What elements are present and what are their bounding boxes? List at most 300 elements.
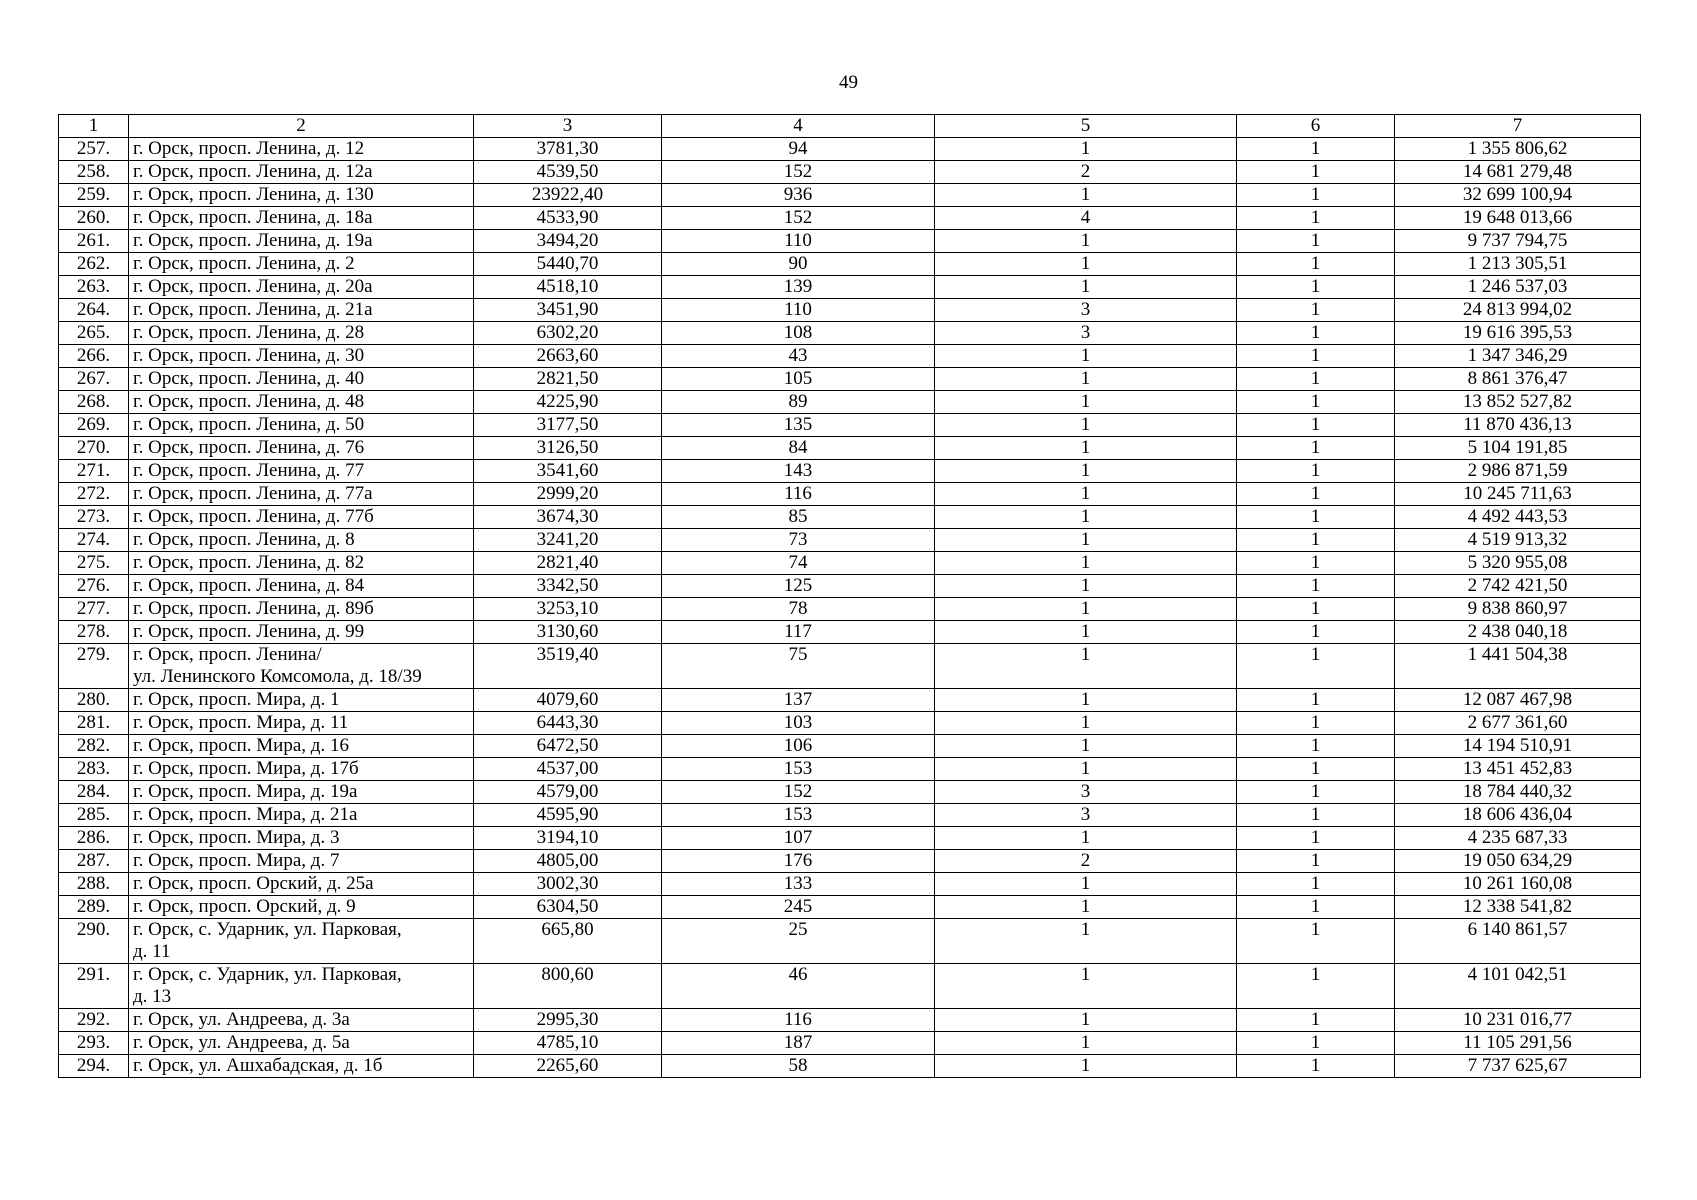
amount-cell: 8 861 376,47 bbox=[1395, 368, 1641, 391]
table-row bbox=[59, 552, 1641, 575]
col4-cell: 106 bbox=[662, 735, 935, 758]
amount-cell: 13 852 527,82 bbox=[1395, 391, 1641, 414]
col6-cell: 1 bbox=[1237, 322, 1395, 345]
column-header: 3 bbox=[474, 115, 662, 138]
col4-cell: 187 bbox=[662, 1032, 935, 1055]
data-table bbox=[58, 114, 1641, 1078]
amount-cell: 9 838 860,97 bbox=[1395, 598, 1641, 621]
col4-cell: 176 bbox=[662, 850, 935, 873]
row-number-cell: 274. bbox=[59, 529, 129, 552]
col4-cell: 78 bbox=[662, 598, 935, 621]
row-number-cell: 265. bbox=[59, 322, 129, 345]
table-row bbox=[59, 299, 1641, 322]
col5-cell: 1 bbox=[935, 689, 1237, 712]
row-number-cell: 266. bbox=[59, 345, 129, 368]
amount-cell: 2 438 040,18 bbox=[1395, 621, 1641, 644]
col6-cell: 1 bbox=[1237, 1009, 1395, 1032]
col4-cell: 46 bbox=[662, 964, 935, 1009]
col5-cell: 1 bbox=[935, 964, 1237, 1009]
col5-cell: 3 bbox=[935, 781, 1237, 804]
row-number-cell: 288. bbox=[59, 873, 129, 896]
area-cell: 4533,90 bbox=[474, 207, 662, 230]
table-row bbox=[59, 1055, 1641, 1078]
row-number-cell: 294. bbox=[59, 1055, 129, 1078]
amount-cell: 18 606 436,04 bbox=[1395, 804, 1641, 827]
table-row bbox=[59, 391, 1641, 414]
address-cell: г. Орск, просп. Ленина, д. 82 bbox=[129, 552, 474, 575]
table-row bbox=[59, 758, 1641, 781]
amount-cell: 24 813 994,02 bbox=[1395, 299, 1641, 322]
row-number-cell: 261. bbox=[59, 230, 129, 253]
address-cell: г. Орск, просп. Ленина, д. 77 bbox=[129, 460, 474, 483]
col6-cell: 1 bbox=[1237, 207, 1395, 230]
amount-cell: 19 050 634,29 bbox=[1395, 850, 1641, 873]
row-number-cell: 267. bbox=[59, 368, 129, 391]
col6-cell: 1 bbox=[1237, 758, 1395, 781]
col5-cell: 1 bbox=[935, 276, 1237, 299]
area-cell: 4805,00 bbox=[474, 850, 662, 873]
amount-cell: 1 355 806,62 bbox=[1395, 138, 1641, 161]
col5-cell: 1 bbox=[935, 391, 1237, 414]
col6-cell: 1 bbox=[1237, 437, 1395, 460]
table-row bbox=[59, 827, 1641, 850]
col5-cell: 1 bbox=[935, 552, 1237, 575]
col5-cell: 1 bbox=[935, 735, 1237, 758]
address-cell: г. Орск, просп. Ленина/ ул. Ленинского Комсомола, д. 18/39 bbox=[129, 644, 474, 689]
area-cell: 6304,50 bbox=[474, 896, 662, 919]
col6-cell: 1 bbox=[1237, 781, 1395, 804]
area-cell: 3002,30 bbox=[474, 873, 662, 896]
col5-cell: 3 bbox=[935, 804, 1237, 827]
col4-cell: 116 bbox=[662, 1009, 935, 1032]
col6-cell: 1 bbox=[1237, 368, 1395, 391]
area-cell: 3519,40 bbox=[474, 644, 662, 689]
amount-cell: 6 140 861,57 bbox=[1395, 919, 1641, 964]
amount-cell: 19 648 013,66 bbox=[1395, 207, 1641, 230]
col5-cell: 1 bbox=[935, 506, 1237, 529]
row-number-cell: 269. bbox=[59, 414, 129, 437]
table-row bbox=[59, 253, 1641, 276]
table-row bbox=[59, 644, 1641, 689]
col5-cell: 1 bbox=[935, 414, 1237, 437]
col6-cell: 1 bbox=[1237, 230, 1395, 253]
area-cell: 3253,10 bbox=[474, 598, 662, 621]
header-row bbox=[59, 115, 1641, 138]
amount-cell: 7 737 625,67 bbox=[1395, 1055, 1641, 1078]
col4-cell: 117 bbox=[662, 621, 935, 644]
row-number-cell: 293. bbox=[59, 1032, 129, 1055]
table-row bbox=[59, 689, 1641, 712]
col4-cell: 90 bbox=[662, 253, 935, 276]
col4-cell: 94 bbox=[662, 138, 935, 161]
row-number-cell: 292. bbox=[59, 1009, 129, 1032]
amount-cell: 12 338 541,82 bbox=[1395, 896, 1641, 919]
amount-cell: 10 245 711,63 bbox=[1395, 483, 1641, 506]
col4-cell: 75 bbox=[662, 644, 935, 689]
col6-cell: 1 bbox=[1237, 345, 1395, 368]
area-cell: 6472,50 bbox=[474, 735, 662, 758]
table-row bbox=[59, 138, 1641, 161]
col6-cell: 1 bbox=[1237, 460, 1395, 483]
address-cell: г. Орск, просп. Мира, д. 21а bbox=[129, 804, 474, 827]
col6-cell: 1 bbox=[1237, 1032, 1395, 1055]
amount-cell: 4 519 913,32 bbox=[1395, 529, 1641, 552]
row-number-cell: 258. bbox=[59, 161, 129, 184]
column-header: 5 bbox=[935, 115, 1237, 138]
column-header: 1 bbox=[59, 115, 129, 138]
area-cell: 6302,20 bbox=[474, 322, 662, 345]
column-header: 6 bbox=[1237, 115, 1395, 138]
col6-cell: 1 bbox=[1237, 712, 1395, 735]
col4-cell: 58 bbox=[662, 1055, 935, 1078]
col6-cell: 1 bbox=[1237, 735, 1395, 758]
amount-cell: 14 194 510,91 bbox=[1395, 735, 1641, 758]
table-row bbox=[59, 368, 1641, 391]
col6-cell: 1 bbox=[1237, 896, 1395, 919]
col5-cell: 1 bbox=[935, 184, 1237, 207]
table-row bbox=[59, 460, 1641, 483]
address-cell: г. Орск, просп. Ленина, д. 50 bbox=[129, 414, 474, 437]
area-cell: 4537,00 bbox=[474, 758, 662, 781]
row-number-cell: 287. bbox=[59, 850, 129, 873]
table-row bbox=[59, 184, 1641, 207]
row-number-cell: 284. bbox=[59, 781, 129, 804]
col4-cell: 152 bbox=[662, 161, 935, 184]
area-cell: 3494,20 bbox=[474, 230, 662, 253]
address-cell: г. Орск, ул. Андреева, д. 3а bbox=[129, 1009, 474, 1032]
table-row bbox=[59, 1009, 1641, 1032]
address-cell: г. Орск, просп. Ленина, д. 77б bbox=[129, 506, 474, 529]
address-cell: г. Орск, просп. Мира, д. 11 bbox=[129, 712, 474, 735]
area-cell: 665,80 bbox=[474, 919, 662, 964]
col6-cell: 1 bbox=[1237, 689, 1395, 712]
col5-cell: 1 bbox=[935, 758, 1237, 781]
address-cell: г. Орск, просп. Ленина, д. 19а bbox=[129, 230, 474, 253]
address-cell: г. Орск, просп. Ленина, д. 2 bbox=[129, 253, 474, 276]
col5-cell: 1 bbox=[935, 575, 1237, 598]
address-cell: г. Орск, просп. Ленина, д. 8 bbox=[129, 529, 474, 552]
area-cell: 4225,90 bbox=[474, 391, 662, 414]
area-cell: 2995,30 bbox=[474, 1009, 662, 1032]
amount-cell: 4 101 042,51 bbox=[1395, 964, 1641, 1009]
col4-cell: 89 bbox=[662, 391, 935, 414]
col4-cell: 84 bbox=[662, 437, 935, 460]
amount-cell: 4 492 443,53 bbox=[1395, 506, 1641, 529]
col5-cell: 3 bbox=[935, 322, 1237, 345]
row-number-cell: 289. bbox=[59, 896, 129, 919]
area-cell: 3130,60 bbox=[474, 621, 662, 644]
col6-cell: 1 bbox=[1237, 552, 1395, 575]
col5-cell: 1 bbox=[935, 896, 1237, 919]
address-cell: г. Орск, просп. Орский, д. 9 bbox=[129, 896, 474, 919]
address-cell: г. Орск, просп. Ленина, д. 48 bbox=[129, 391, 474, 414]
row-number-cell: 285. bbox=[59, 804, 129, 827]
address-cell: г. Орск, просп. Мира, д. 1 bbox=[129, 689, 474, 712]
row-number-cell: 263. bbox=[59, 276, 129, 299]
area-cell: 3241,20 bbox=[474, 529, 662, 552]
col4-cell: 108 bbox=[662, 322, 935, 345]
col4-cell: 107 bbox=[662, 827, 935, 850]
col5-cell: 1 bbox=[935, 712, 1237, 735]
col5-cell: 1 bbox=[935, 644, 1237, 689]
col4-cell: 137 bbox=[662, 689, 935, 712]
address-cell: г. Орск, просп. Мира, д. 19а bbox=[129, 781, 474, 804]
amount-cell: 18 784 440,32 bbox=[1395, 781, 1641, 804]
address-cell: г. Орск, просп. Ленина, д. 40 bbox=[129, 368, 474, 391]
row-number-cell: 280. bbox=[59, 689, 129, 712]
table-row bbox=[59, 896, 1641, 919]
col5-cell: 1 bbox=[935, 1009, 1237, 1032]
col5-cell: 1 bbox=[935, 460, 1237, 483]
address-cell: г. Орск, просп. Ленина, д. 84 bbox=[129, 575, 474, 598]
col5-cell: 1 bbox=[935, 230, 1237, 253]
table-row bbox=[59, 575, 1641, 598]
amount-cell: 1 213 305,51 bbox=[1395, 253, 1641, 276]
col6-cell: 1 bbox=[1237, 575, 1395, 598]
row-number-cell: 282. bbox=[59, 735, 129, 758]
col6-cell: 1 bbox=[1237, 850, 1395, 873]
table-row bbox=[59, 804, 1641, 827]
column-header: 2 bbox=[129, 115, 474, 138]
col5-cell: 2 bbox=[935, 161, 1237, 184]
area-cell: 2821,50 bbox=[474, 368, 662, 391]
row-number-cell: 270. bbox=[59, 437, 129, 460]
row-number-cell: 268. bbox=[59, 391, 129, 414]
table-row bbox=[59, 850, 1641, 873]
address-cell: г. Орск, просп. Мира, д. 17б bbox=[129, 758, 474, 781]
address-cell: г. Орск, просп. Мира, д. 7 bbox=[129, 850, 474, 873]
col4-cell: 73 bbox=[662, 529, 935, 552]
area-cell: 3541,60 bbox=[474, 460, 662, 483]
area-cell: 3177,50 bbox=[474, 414, 662, 437]
col5-cell: 4 bbox=[935, 207, 1237, 230]
amount-cell: 12 087 467,98 bbox=[1395, 689, 1641, 712]
table-row bbox=[59, 414, 1641, 437]
row-number-cell: 257. bbox=[59, 138, 129, 161]
area-cell: 2663,60 bbox=[474, 345, 662, 368]
table-row bbox=[59, 735, 1641, 758]
table-row bbox=[59, 230, 1641, 253]
col5-cell: 1 bbox=[935, 138, 1237, 161]
address-cell: г. Орск, просп. Ленина, д. 77а bbox=[129, 483, 474, 506]
col4-cell: 125 bbox=[662, 575, 935, 598]
col4-cell: 110 bbox=[662, 230, 935, 253]
table-body bbox=[59, 138, 1641, 1078]
address-cell: г. Орск, просп. Ленина, д. 30 bbox=[129, 345, 474, 368]
table-row bbox=[59, 322, 1641, 345]
address-cell: г. Орск, просп. Мира, д. 3 bbox=[129, 827, 474, 850]
amount-cell: 2 677 361,60 bbox=[1395, 712, 1641, 735]
area-cell: 4518,10 bbox=[474, 276, 662, 299]
col5-cell: 1 bbox=[935, 529, 1237, 552]
row-number-cell: 276. bbox=[59, 575, 129, 598]
address-cell: г. Орск, просп. Ленина, д. 20а bbox=[129, 276, 474, 299]
area-cell: 4579,00 bbox=[474, 781, 662, 804]
area-cell: 2999,20 bbox=[474, 483, 662, 506]
col4-cell: 85 bbox=[662, 506, 935, 529]
col4-cell: 153 bbox=[662, 804, 935, 827]
column-header: 7 bbox=[1395, 115, 1641, 138]
col4-cell: 74 bbox=[662, 552, 935, 575]
address-cell: г. Орск, просп. Ленина, д. 76 bbox=[129, 437, 474, 460]
area-cell: 800,60 bbox=[474, 964, 662, 1009]
row-number-cell: 283. bbox=[59, 758, 129, 781]
area-cell: 3781,30 bbox=[474, 138, 662, 161]
amount-cell: 2 986 871,59 bbox=[1395, 460, 1641, 483]
col6-cell: 1 bbox=[1237, 253, 1395, 276]
area-cell: 3194,10 bbox=[474, 827, 662, 850]
col6-cell: 1 bbox=[1237, 804, 1395, 827]
col5-cell: 1 bbox=[935, 919, 1237, 964]
col5-cell: 3 bbox=[935, 299, 1237, 322]
amount-cell: 13 451 452,83 bbox=[1395, 758, 1641, 781]
col6-cell: 1 bbox=[1237, 621, 1395, 644]
col5-cell: 2 bbox=[935, 850, 1237, 873]
col4-cell: 135 bbox=[662, 414, 935, 437]
table-row bbox=[59, 781, 1641, 804]
area-cell: 23922,40 bbox=[474, 184, 662, 207]
col6-cell: 1 bbox=[1237, 919, 1395, 964]
area-cell: 4079,60 bbox=[474, 689, 662, 712]
area-cell: 2821,40 bbox=[474, 552, 662, 575]
row-number-cell: 286. bbox=[59, 827, 129, 850]
col4-cell: 110 bbox=[662, 299, 935, 322]
table-row bbox=[59, 276, 1641, 299]
table-row bbox=[59, 529, 1641, 552]
table-row bbox=[59, 598, 1641, 621]
table-row bbox=[59, 207, 1641, 230]
address-cell: г. Орск, просп. Ленина, д. 12а bbox=[129, 161, 474, 184]
address-cell: г. Орск, просп. Ленина, д. 18а bbox=[129, 207, 474, 230]
col4-cell: 105 bbox=[662, 368, 935, 391]
row-number-cell: 277. bbox=[59, 598, 129, 621]
row-number-cell: 272. bbox=[59, 483, 129, 506]
col4-cell: 103 bbox=[662, 712, 935, 735]
area-cell: 3126,50 bbox=[474, 437, 662, 460]
col6-cell: 1 bbox=[1237, 964, 1395, 1009]
col5-cell: 1 bbox=[935, 368, 1237, 391]
col4-cell: 152 bbox=[662, 207, 935, 230]
col5-cell: 1 bbox=[935, 483, 1237, 506]
table-row bbox=[59, 919, 1641, 964]
col4-cell: 153 bbox=[662, 758, 935, 781]
table-row bbox=[59, 873, 1641, 896]
table-row bbox=[59, 712, 1641, 735]
area-cell: 3674,30 bbox=[474, 506, 662, 529]
address-cell: г. Орск, ул. Андреева, д. 5а bbox=[129, 1032, 474, 1055]
row-number-cell: 259. bbox=[59, 184, 129, 207]
table-header bbox=[59, 115, 1641, 138]
col6-cell: 1 bbox=[1237, 529, 1395, 552]
col6-cell: 1 bbox=[1237, 299, 1395, 322]
col5-cell: 1 bbox=[935, 345, 1237, 368]
col4-cell: 25 bbox=[662, 919, 935, 964]
col5-cell: 1 bbox=[935, 437, 1237, 460]
area-cell: 2265,60 bbox=[474, 1055, 662, 1078]
col6-cell: 1 bbox=[1237, 1055, 1395, 1078]
col4-cell: 43 bbox=[662, 345, 935, 368]
table-row bbox=[59, 1032, 1641, 1055]
row-number-cell: 264. bbox=[59, 299, 129, 322]
address-cell: г. Орск, просп. Мира, д. 16 bbox=[129, 735, 474, 758]
col4-cell: 139 bbox=[662, 276, 935, 299]
area-cell: 3451,90 bbox=[474, 299, 662, 322]
address-cell: г. Орск, с. Ударник, ул. Парковая, д. 13 bbox=[129, 964, 474, 1009]
col6-cell: 1 bbox=[1237, 598, 1395, 621]
table-row bbox=[59, 161, 1641, 184]
address-cell: г. Орск, просп. Ленина, д. 21а bbox=[129, 299, 474, 322]
amount-cell: 11 870 436,13 bbox=[1395, 414, 1641, 437]
amount-cell: 1 246 537,03 bbox=[1395, 276, 1641, 299]
row-number-cell: 260. bbox=[59, 207, 129, 230]
col6-cell: 1 bbox=[1237, 483, 1395, 506]
amount-cell: 10 261 160,08 bbox=[1395, 873, 1641, 896]
col5-cell: 1 bbox=[935, 827, 1237, 850]
row-number-cell: 278. bbox=[59, 621, 129, 644]
amount-cell: 4 235 687,33 bbox=[1395, 827, 1641, 850]
amount-cell: 19 616 395,53 bbox=[1395, 322, 1641, 345]
table-row bbox=[59, 345, 1641, 368]
row-number-cell: 273. bbox=[59, 506, 129, 529]
amount-cell: 5 320 955,08 bbox=[1395, 552, 1641, 575]
col6-cell: 1 bbox=[1237, 414, 1395, 437]
col6-cell: 1 bbox=[1237, 391, 1395, 414]
address-cell: г. Орск, просп. Ленина, д. 99 bbox=[129, 621, 474, 644]
row-number-cell: 275. bbox=[59, 552, 129, 575]
row-number-cell: 281. bbox=[59, 712, 129, 735]
area-cell: 5440,70 bbox=[474, 253, 662, 276]
address-cell: г. Орск, просп. Ленина, д. 89б bbox=[129, 598, 474, 621]
amount-cell: 5 104 191,85 bbox=[1395, 437, 1641, 460]
col5-cell: 1 bbox=[935, 1032, 1237, 1055]
col6-cell: 1 bbox=[1237, 827, 1395, 850]
col6-cell: 1 bbox=[1237, 873, 1395, 896]
table-row bbox=[59, 621, 1641, 644]
amount-cell: 10 231 016,77 bbox=[1395, 1009, 1641, 1032]
col5-cell: 1 bbox=[935, 621, 1237, 644]
col5-cell: 1 bbox=[935, 873, 1237, 896]
address-cell: г. Орск, просп. Ленина, д. 28 bbox=[129, 322, 474, 345]
amount-cell: 14 681 279,48 bbox=[1395, 161, 1641, 184]
table-row bbox=[59, 506, 1641, 529]
col6-cell: 1 bbox=[1237, 506, 1395, 529]
row-number-cell: 290. bbox=[59, 919, 129, 964]
area-cell: 4595,90 bbox=[474, 804, 662, 827]
col4-cell: 245 bbox=[662, 896, 935, 919]
col5-cell: 1 bbox=[935, 253, 1237, 276]
col5-cell: 1 bbox=[935, 598, 1237, 621]
row-number-cell: 271. bbox=[59, 460, 129, 483]
row-number-cell: 262. bbox=[59, 253, 129, 276]
area-cell: 4785,10 bbox=[474, 1032, 662, 1055]
amount-cell: 2 742 421,50 bbox=[1395, 575, 1641, 598]
amount-cell: 32 699 100,94 bbox=[1395, 184, 1641, 207]
address-cell: г. Орск, просп. Ленина, д. 130 bbox=[129, 184, 474, 207]
address-cell: г. Орск, просп. Орский, д. 25а bbox=[129, 873, 474, 896]
address-cell: г. Орск, с. Ударник, ул. Парковая, д. 11 bbox=[129, 919, 474, 964]
area-cell: 4539,50 bbox=[474, 161, 662, 184]
table-row bbox=[59, 483, 1641, 506]
col6-cell: 1 bbox=[1237, 644, 1395, 689]
amount-cell: 11 105 291,56 bbox=[1395, 1032, 1641, 1055]
page-number: 49 bbox=[839, 72, 858, 93]
amount-cell: 9 737 794,75 bbox=[1395, 230, 1641, 253]
col6-cell: 1 bbox=[1237, 161, 1395, 184]
table-row bbox=[59, 964, 1641, 1009]
amount-cell: 1 441 504,38 bbox=[1395, 644, 1641, 689]
area-cell: 3342,50 bbox=[474, 575, 662, 598]
amount-cell: 1 347 346,29 bbox=[1395, 345, 1641, 368]
